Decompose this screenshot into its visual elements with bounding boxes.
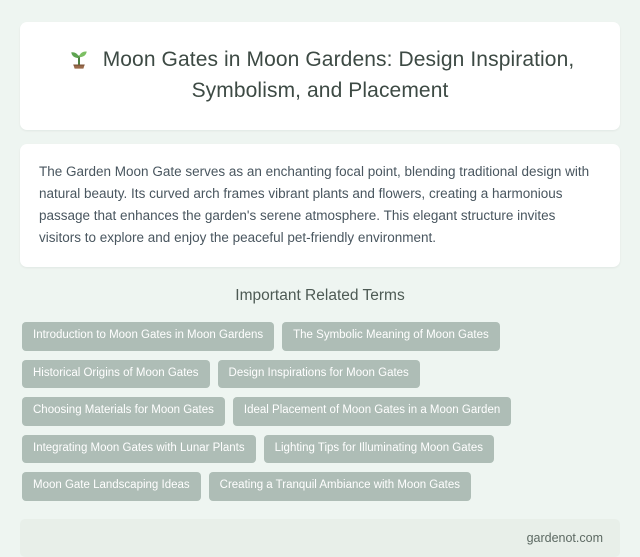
related-term-chip[interactable]: The Symbolic Meaning of Moon Gates: [282, 322, 500, 351]
related-term-chip[interactable]: Moon Gate Landscaping Ideas: [22, 472, 201, 501]
related-term-chip[interactable]: Lighting Tips for Illuminating Moon Gates: [264, 435, 494, 464]
page-title-row: [50, 44, 590, 106]
site-name: gardenot.com: [526, 530, 603, 545]
related-term-chip[interactable]: Design Inspirations for Moon Gates: [218, 360, 420, 389]
summary-card: [20, 144, 620, 267]
title-card: [20, 22, 620, 130]
related-terms-heading: Important Related Terms: [235, 287, 405, 304]
summary-text: The Garden Moon Gate serves as an enchanting focal point, blending traditional design with natural beauty. Its curved arch frames vibrant plants and flowers, creating a harmonious passage that enhances the garden's serene atmosphere. This elegant structure invites visitors to explore and enjoy the peaceful pet-friendly environment.: [39, 164, 590, 245]
related-term-chip[interactable]: Choosing Materials for Moon Gates: [22, 397, 225, 426]
related-term-chip[interactable]: Ideal Placement of Moon Gates in a Moon Garden: [233, 397, 511, 426]
related-term-chip[interactable]: Integrating Moon Gates with Lunar Plants: [22, 435, 256, 464]
related-term-chip[interactable]: Historical Origins of Moon Gates: [22, 360, 210, 389]
related-term-chip[interactable]: Creating a Tranquil Ambiance with Moon Gates: [209, 472, 471, 501]
footer-bar: [20, 519, 620, 557]
page-title: Moon Gates in Moon Gardens: Design Inspiration, Symbolism, and Placement: [102, 48, 575, 102]
seedling-icon: [66, 45, 92, 71]
related-term-chip[interactable]: Introduction to Moon Gates in Moon Gardens: [22, 322, 274, 351]
related-terms-list: [20, 322, 620, 501]
